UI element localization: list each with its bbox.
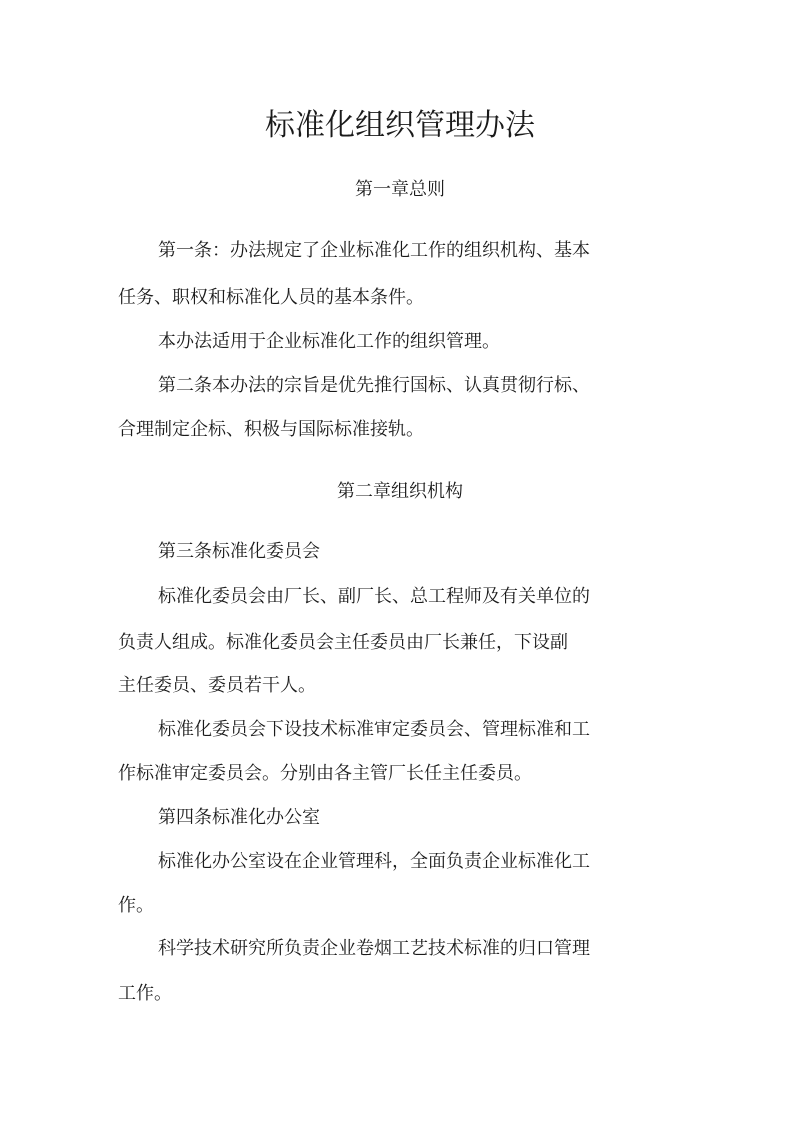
paragraph-line: 任务、职权和标准化人员的基本条件。 bbox=[118, 287, 424, 308]
paragraph-line: 工作。 bbox=[118, 983, 172, 1004]
paragraph-line: 标准化委员会由厂长、副厂长、总工程师及有关单位的 bbox=[158, 586, 590, 607]
chapter-2-heading: 第二章组织机构 bbox=[337, 481, 463, 502]
paragraph-line: 主任委员、委员若干人。 bbox=[118, 675, 316, 696]
document-title: 标准化组织管理办法 bbox=[265, 108, 535, 143]
paragraph-line: 标准化办公室设在企业管理科，全面负责企业标准化工 bbox=[158, 851, 590, 872]
paragraph-line: 第二条本办法的宗旨是优先推行国标、认真贯彻行标、 bbox=[158, 375, 590, 396]
paragraph-line: 本办法适用于企业标准化工作的组织管理。 bbox=[158, 331, 500, 352]
paragraph-line: 合理制定企标、积极与国际标准接轨。 bbox=[118, 419, 424, 440]
paragraph-line: 作标准审定委员会。分别由各主管厂长任主任委员。 bbox=[118, 763, 532, 784]
paragraph-line: 第四条标准化办公室 bbox=[158, 807, 320, 828]
paragraph-line: 第一条：办法规定了企业标准化工作的组织机构、基本 bbox=[158, 240, 590, 261]
chapter-1-heading: 第一章总则 bbox=[355, 179, 445, 200]
paragraph-line: 第三条标准化委员会 bbox=[158, 541, 320, 562]
paragraph-line: 科学技术研究所负责企业卷烟工艺技术标准的归口管理 bbox=[158, 938, 590, 959]
paragraph-line: 负责人组成。标准化委员会主任委员由厂长兼任，下设副 bbox=[118, 632, 568, 653]
paragraph-line: 标准化委员会下设技术标准审定委员会、管理标准和工 bbox=[158, 719, 590, 740]
paragraph-line: 作。 bbox=[118, 895, 154, 916]
